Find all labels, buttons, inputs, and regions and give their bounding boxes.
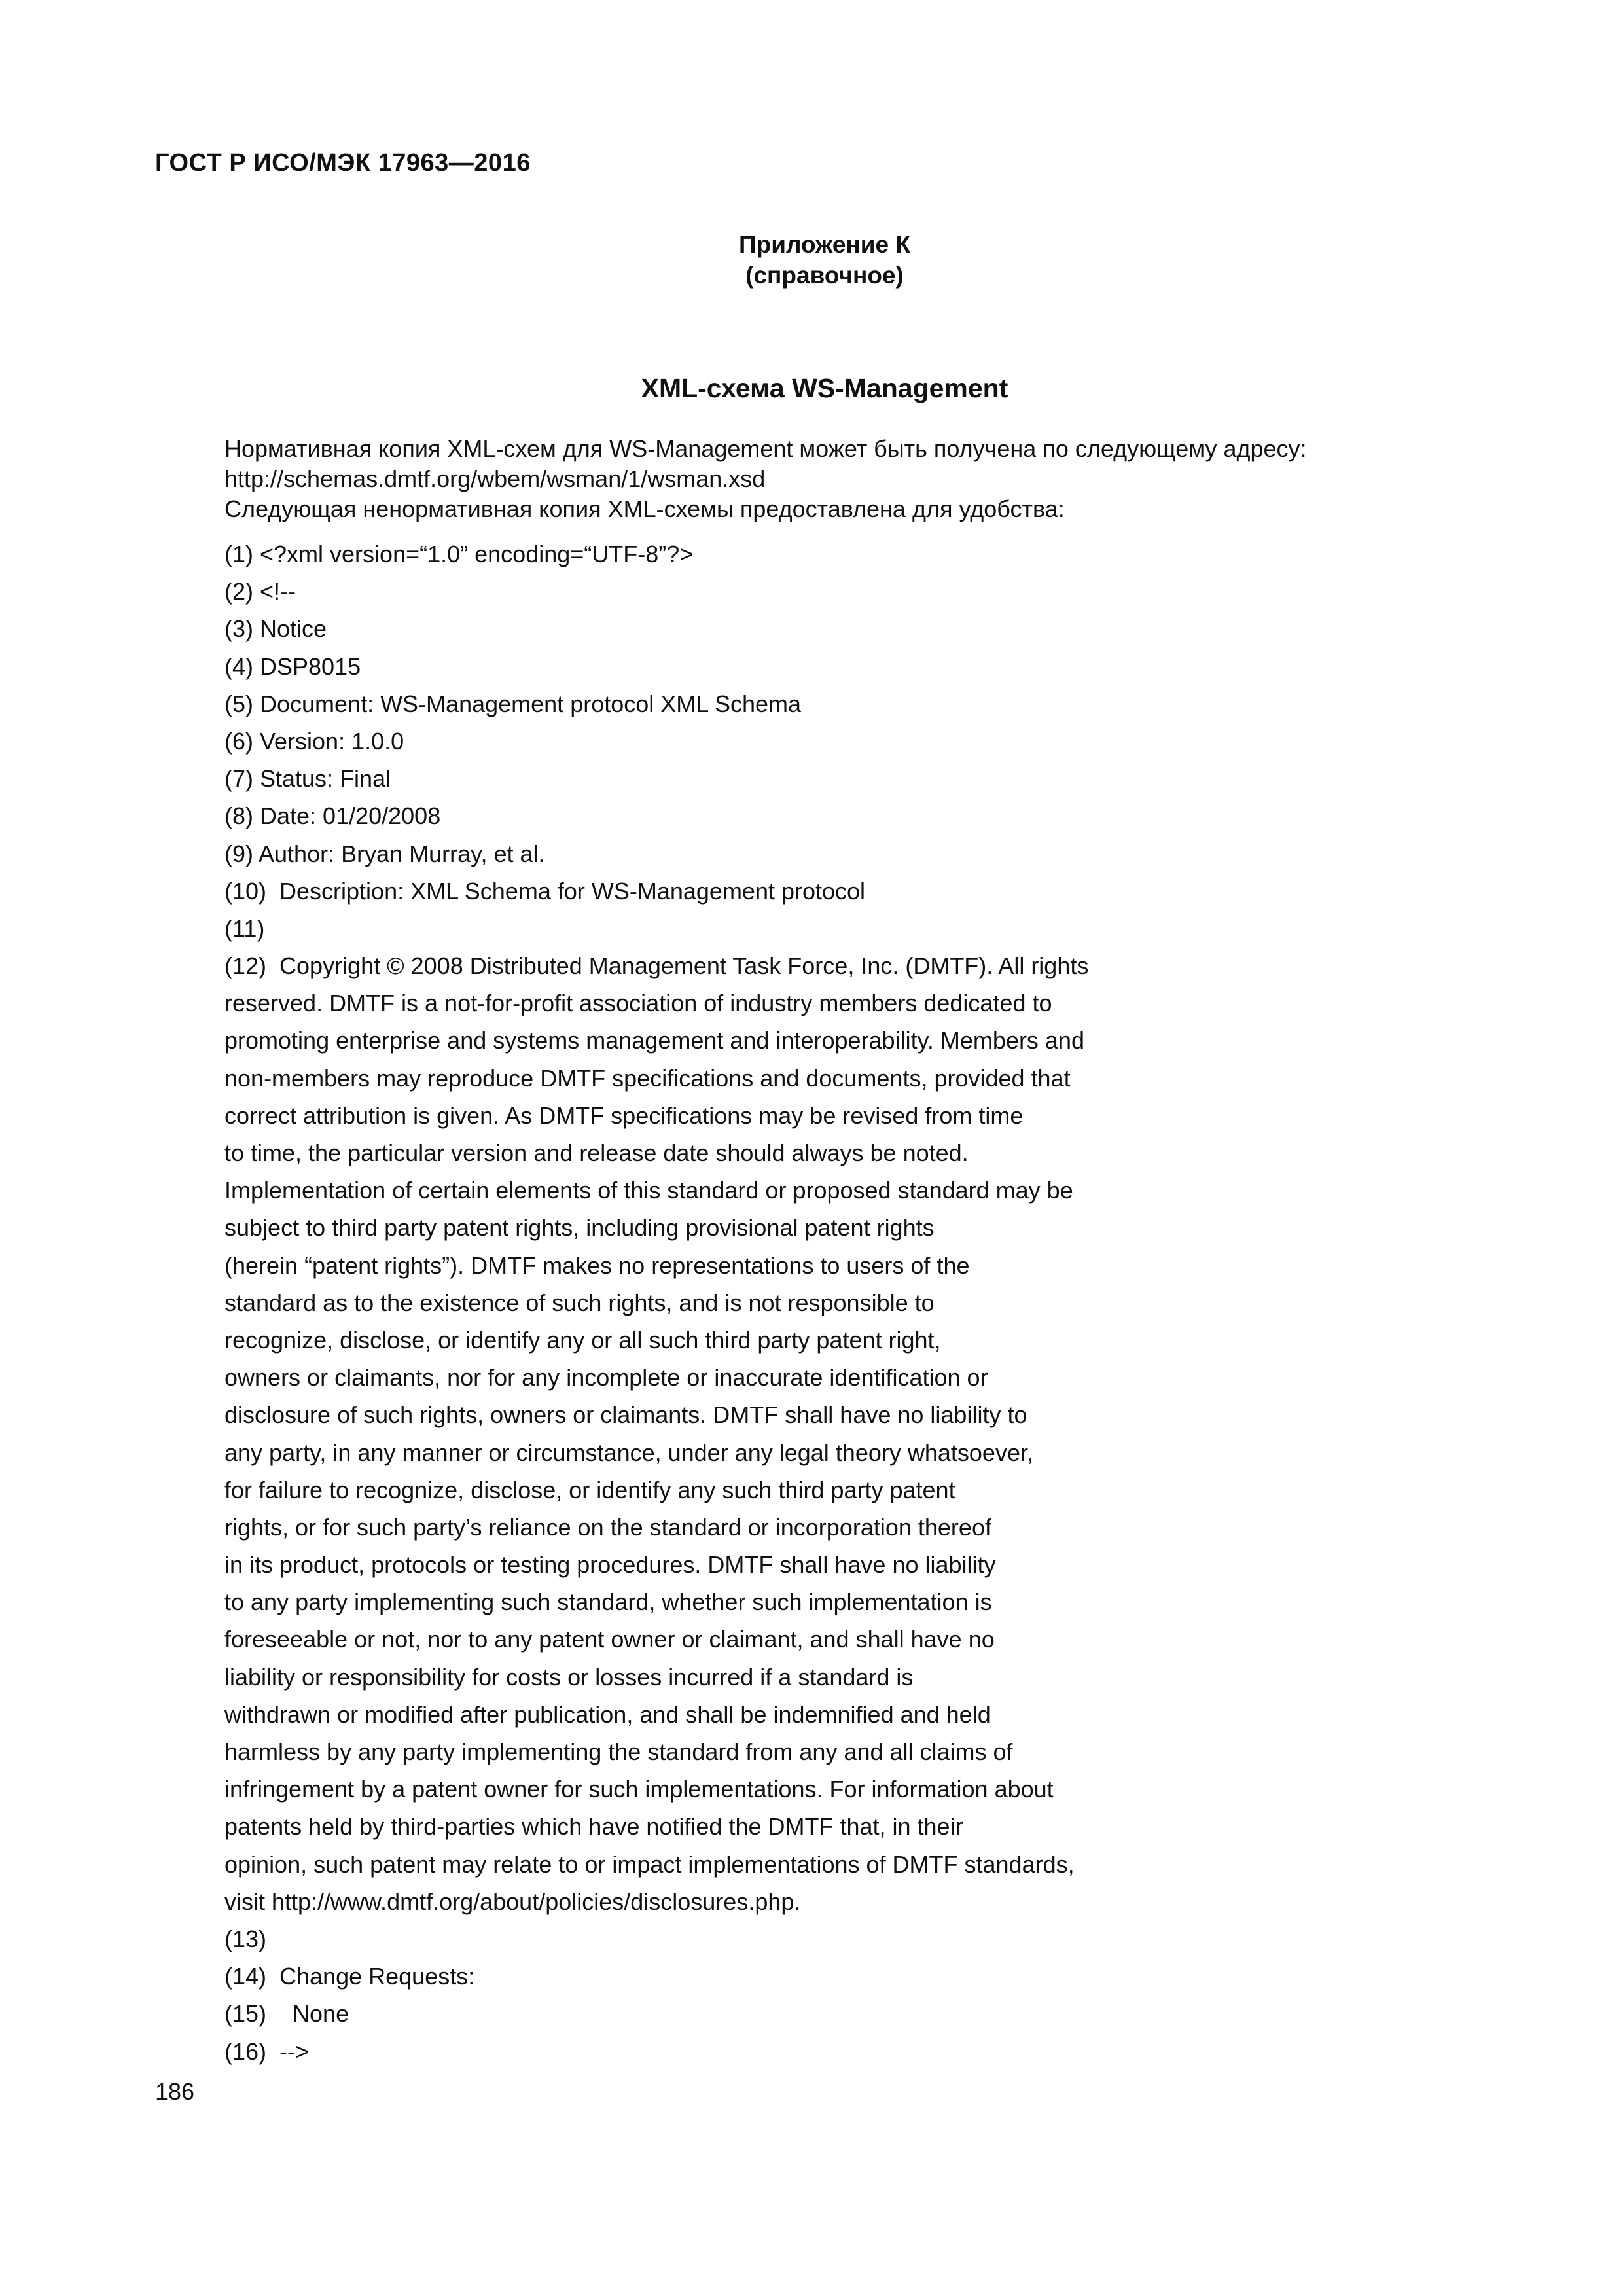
code-line: to time, the particular version and release date should always be noted. [224, 1139, 969, 1166]
code-line: (9) Author: Bryan Murray, et al. [224, 840, 545, 867]
code-line: disclosure of such rights, owners or claimants. DMTF shall have no liability to [224, 1401, 1027, 1429]
code-line: owners or claimants, nor for any incomplete or inaccurate identification or [224, 1364, 988, 1391]
section-title: XML-схема WS-Management [641, 373, 1008, 403]
code-line: in its product, protocols or testing procedures. DMTF shall have no liability [224, 1551, 996, 1579]
code-line: withdrawn or modified after publication, and shall be indemnified and held [224, 1700, 991, 1728]
code-line: patents held by third-parties which have notified the DMTF that, in their [224, 1813, 963, 1840]
code-line: Implementation of certain elements of this standard or proposed standard may be [224, 1177, 1073, 1204]
code-line: foreseeable or not, nor to any patent owner or claimant, and shall have no [224, 1626, 995, 1653]
code-line: any party, in any manner or circumstance, under any legal theory whatsoever, [224, 1439, 1033, 1466]
code-line: to any party implementing such standard, whether such implementation is [224, 1588, 992, 1616]
annex-label: Приложение К [739, 231, 910, 258]
code-listing [224, 535, 1088, 2070]
code-line: (11) [224, 914, 265, 942]
code-line: non-members may reproduce DMTF specifications and documents, provided that [224, 1064, 1071, 1092]
code-line: recognize, disclose, or identify any or all such third party patent right, [224, 1326, 941, 1354]
code-line: (8) Date: 01/20/2008 [224, 802, 441, 830]
code-line: (10) Description: XML Schema for WS-Management protocol [224, 877, 866, 905]
code-line: (herein “patent rights”). DMTF makes no representations to users of the [224, 1251, 970, 1279]
code-line: standard as to the existence of such rights, and is not responsible to [224, 1289, 935, 1316]
code-line: (13) [224, 1925, 267, 1952]
code-line: (2) <!-- [224, 578, 296, 605]
code-line: subject to third party patent rights, including provisional patent rights [224, 1214, 935, 1242]
code-line: (15) None [224, 2000, 349, 2028]
code-line: promoting enterprise and systems management and interoperability. Members and [224, 1027, 1084, 1054]
code-line: rights, or for such party’s reliance on the standard or incorporation thereof [224, 1513, 991, 1541]
code-line: harmless by any party implementing the standard from any and all claims of [224, 1738, 1013, 1765]
code-line: (6) Version: 1.0.0 [224, 727, 404, 755]
code-line: liability or responsibility for costs or losses incurred if a standard is [224, 1663, 914, 1691]
standard-header: ГОСТ Р ИСО/МЭК 17963—2016 [155, 149, 531, 177]
code-line: (5) Document: WS-Management protocol XML Schema [224, 690, 802, 717]
code-line: (4) DSP8015 [224, 653, 361, 680]
intro-line: Нормативная копия XML-схем для WS-Management может быть получена по следующему адресу: [224, 435, 1307, 462]
code-line: (7) Status: Final [224, 765, 391, 793]
code-line: (3) Notice [224, 615, 327, 643]
code-line: infringement by a patent owner for such implementations. For information about [224, 1776, 1054, 1803]
code-line: (14) Change Requests: [224, 1963, 475, 1990]
annex-type: (справочное) [745, 262, 904, 289]
code-line: (16) --> [224, 2037, 310, 2065]
code-line: opinion, such patent may relate to or impact implementations of DMTF standards, [224, 1850, 1075, 1878]
page-number: 186 [155, 2078, 195, 2105]
code-line: (12) Copyright © 2008 Distributed Management Task Force, Inc. (DMTF). All rights [224, 952, 1089, 980]
code-line: correct attribution is given. As DMTF specifications may be revised from time [224, 1102, 1024, 1129]
intro-line: Следующая ненормативная копия XML-схемы предоставлена для удобства: [224, 495, 1065, 522]
code-line: (1) <?xml version=“1.0” encoding=“UTF-8”?> [224, 541, 694, 567]
code-line: for failure to recognize, disclose, or identify any such third party patent [224, 1476, 955, 1503]
code-line: visit http://www.dmtf.org/about/policies/disclosures.php. [224, 1888, 801, 1915]
intro-paragraph [224, 434, 1307, 524]
code-line: reserved. DMTF is a not-for-profit association of industry members dedicated to [224, 990, 1052, 1017]
schema-url: http://schemas.dmtf.org/wbem/wsman/1/wsman.xsd [224, 465, 766, 492]
